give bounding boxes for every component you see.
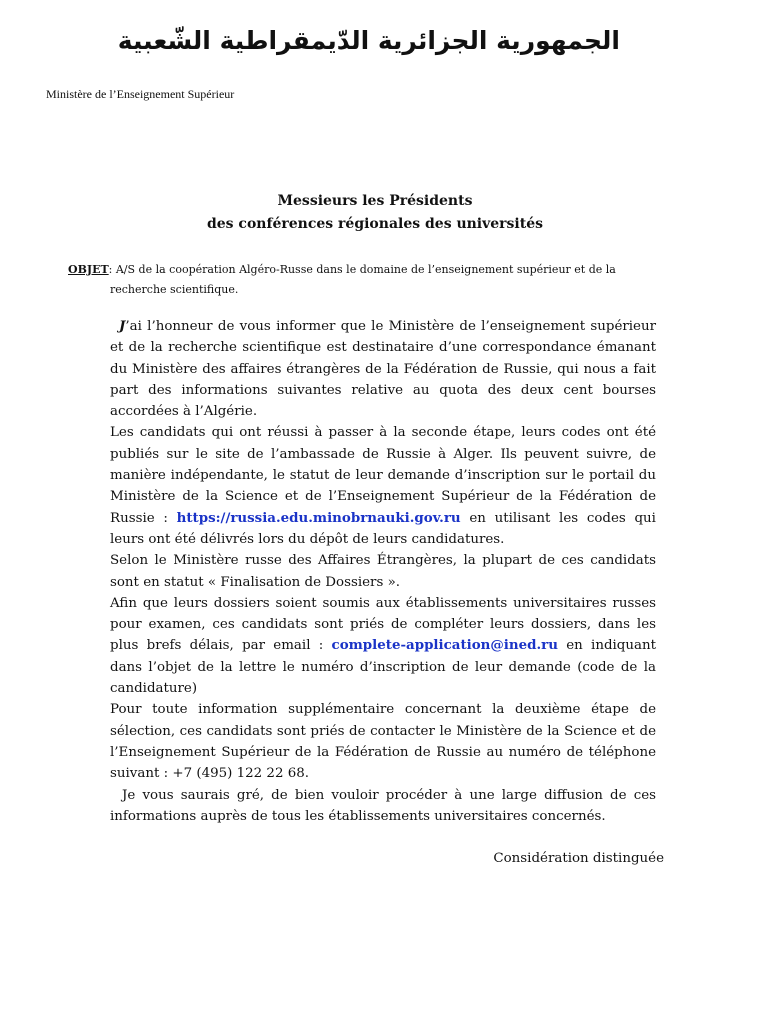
- portal-link[interactable]: https://russia.edu.minobrnauki.gov.ru: [176, 509, 461, 526]
- subject-block: [68, 260, 628, 300]
- paragraph-dossiers-text: Afin que leurs dossiers soient soumis aux établissements universitaires russes pour examen, ces candidats sont priés de compléter leurs dossiers, dans les plus brefs délais, par email :: [110, 595, 656, 654]
- paragraph-intro: [110, 316, 656, 422]
- paragraph-candidates-text: Les candidats qui ont réussi à passer à la seconde étape, leurs codes ont été publiés sur le site de l’ambassade de Russie à Alger. Ils peuvent suivre, de manière indépendante, le statut de leur demande d’inscription sur le portail du Ministère de la Science et de l’Enseignement Supérieur de la Fédération de Russie :: [110, 425, 656, 526]
- paragraph-candidates-end: en utilisant les codes qui leurs ont été délivrés lors du dépôt de leurs candidatures.: [110, 510, 656, 547]
- addressee-block: [150, 190, 600, 236]
- signoff: Considération distinguée: [493, 851, 664, 866]
- subject-line-2: recherche scientifique.: [110, 283, 239, 296]
- letter-body: [110, 316, 656, 827]
- paragraph-status: Selon le Ministère russe des Affaires Étrangères, la plupart de ces candidats sont en statut « Finalisation de Dossiers ».: [110, 553, 656, 590]
- arabic-republic-title: الجمهورية الجزائرية الدّيمقراطية الشّعبية: [117, 26, 620, 55]
- paragraph-contact: Pour toute information supplémentaire concernant la deuxième étape de sélection, ces candidats sont priés de contacter le Ministère de la Science et de l’Enseignement Supérieur de la Fédération de Russie au numéro de téléphone suivant : +7 (495) 122 22 68.: [110, 702, 656, 782]
- paragraph-dossiers-end: en indiquant dans l’objet de la lettre le numéro d’inscription de leur demande (code de la candidature): [110, 638, 656, 697]
- subject-label: OBJET: [68, 263, 109, 276]
- email-link[interactable]: complete-application@ined.ru: [331, 637, 558, 654]
- paragraph-candidates: [110, 422, 656, 550]
- paragraph-dossiers: [110, 593, 656, 699]
- paragraph-closing: Je vous saurais gré, de bien vouloir procéder à une large diffusion de ces informations auprès de tous les établissements universitaires concernés.: [110, 787, 656, 824]
- ministry-name: Ministère de l’Enseignement Supérieur: [46, 87, 235, 101]
- paragraph-intro-text: ’ai l’honneur de vous informer que le Ministère de l’enseignement supérieur et de la recherche scientifique est destinataire d’une correspondance émanant du Ministère des affaires étrangères de la Fédération de Russie, qui nous a fait part des informations suivantes relative au quota des deux cent bourses accordées à l’Algérie.: [110, 319, 656, 420]
- addressee-line-1: Messieurs les Présidents: [277, 193, 473, 209]
- subject-text-1: A/S de la coopération Algéro-Russe dans le domaine de l’enseignement supérieur et de la: [115, 263, 616, 276]
- subject-line-1: OBJET: A/S de la coopération Algéro-Russe dans le domaine de l’enseignement supérieur et de la: [68, 263, 616, 276]
- addressee-line-2: des conférences régionales des universités: [206, 216, 544, 232]
- initial-letter: J: [119, 318, 126, 334]
